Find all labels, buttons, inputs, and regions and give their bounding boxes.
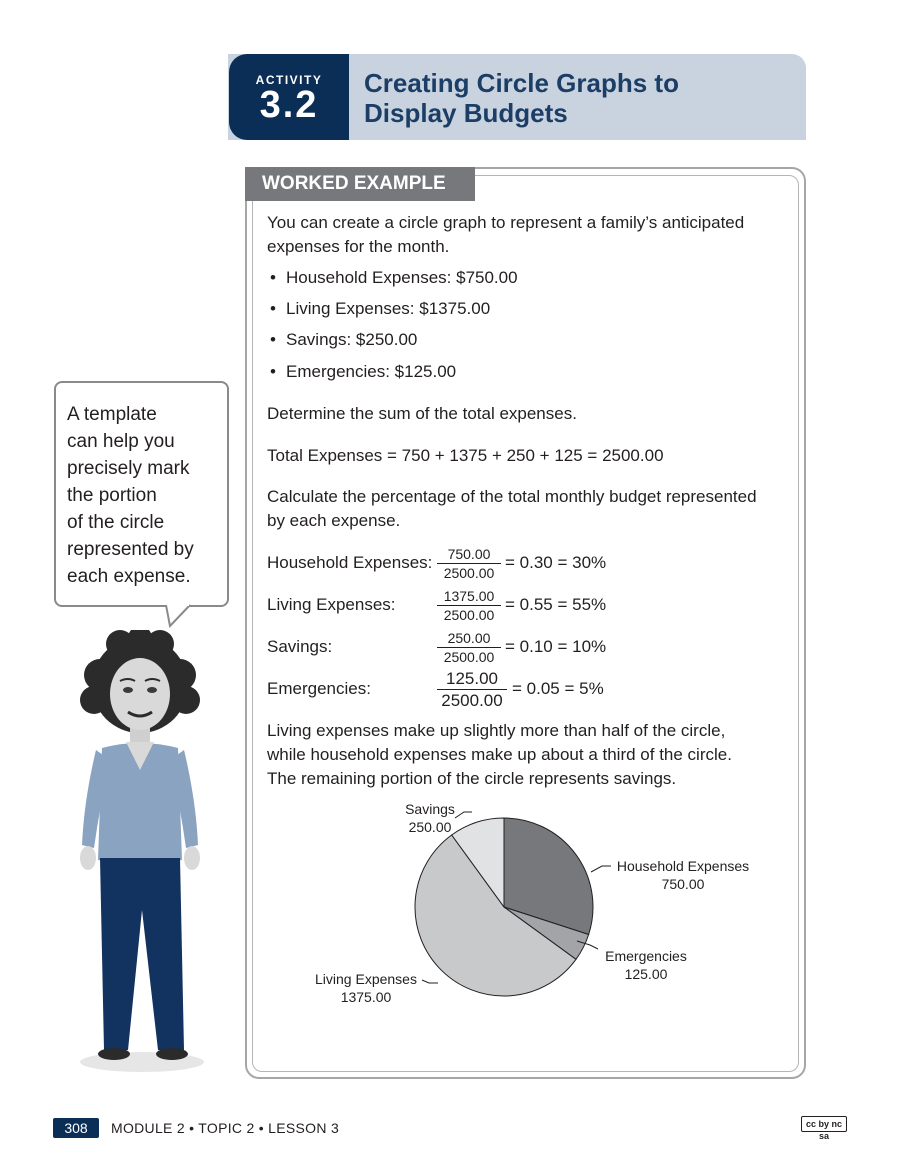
bullet-living: • Living Expenses: $1375.00 [286, 297, 490, 321]
conclusion-line-3: The remaining portion of the circle represents savings. [267, 769, 677, 788]
page-title-line-1: Creating Circle Graphs to [364, 68, 679, 98]
speech-bubble-tail [160, 604, 200, 630]
fraction-denominator: 2500.00 [441, 691, 503, 710]
bubble-line: A template [67, 404, 157, 425]
fraction-numerator: 125.00 [437, 669, 507, 690]
pie-label-living: Living Expenses [315, 971, 417, 987]
pie-value-living: 1375.00 [340, 989, 392, 1005]
activity-label: ACTIVITY [255, 73, 323, 87]
creative-commons-license-icon [801, 1116, 847, 1141]
bubble-line: each expense. [67, 566, 191, 587]
bullet-emergencies: • Emergencies: $125.00 [286, 360, 456, 384]
conclusion-line-2: while household expenses make up about a third of the circle. [267, 745, 732, 764]
bubble-line: represented by [67, 539, 194, 560]
row-household-result: = 0.30 = 30% [505, 553, 607, 572]
speech-bubble-text [67, 401, 227, 590]
step-2-line-2: by each expense. [267, 511, 401, 530]
fraction-denominator: 2500.00 [443, 649, 495, 665]
bubble-line: the portion [67, 485, 157, 506]
pie-value-savings: 250.00 [408, 819, 452, 835]
fraction-denominator: 2500.00 [443, 607, 495, 623]
row-household-label: Household Expenses: [267, 553, 433, 572]
fraction-numerator: 250.00 [437, 630, 501, 648]
bullet-household: • Household Expenses: $750.00 [286, 266, 518, 290]
pie-value-household: 750.00 [661, 876, 705, 892]
bullet-savings: • Savings: $250.00 [286, 328, 417, 352]
bubble-line: can help you [67, 431, 175, 452]
pie-label-emergencies: Emergencies [605, 948, 687, 964]
footer-breadcrumb: MODULE 2 • TOPIC 2 • LESSON 3 [111, 1120, 340, 1136]
activity-number: 3.2 [259, 84, 319, 126]
worked-example-tab: WORKED EXAMPLE [245, 167, 475, 201]
fraction-numerator: 750.00 [437, 546, 501, 564]
row-savings-label: Savings: [267, 637, 333, 656]
total-equation: Total Expenses = 750 + 1375 + 250 + 125 = 2500.00 [267, 446, 664, 465]
row-savings-result: = 0.10 = 10% [505, 637, 607, 656]
step-1-text: Determine the sum of the total expenses. [267, 404, 577, 423]
license-text: cc by nc sa [805, 1119, 843, 1141]
bubble-line: precisely mark [67, 458, 190, 479]
conclusion-line-1: Living expenses make up slightly more than half of the circle, [267, 721, 726, 740]
fraction-denominator: 2500.00 [443, 565, 495, 581]
teacher-character-illustration [70, 630, 210, 1080]
pie-label-household: Household Expenses [616, 858, 750, 874]
fraction-numerator: 1375.00 [437, 588, 501, 606]
row-living-label: Living Expenses: [267, 595, 396, 614]
page-number: 308 [53, 1118, 99, 1138]
step-2-line-1: Calculate the percentage of the total monthly budget represented [267, 487, 757, 506]
row-emergencies-result: = 0.05 = 5% [512, 679, 604, 698]
row-emergencies-label: Emergencies: [267, 679, 371, 698]
intro-line-2: expenses for the month. [267, 237, 450, 256]
row-living-result: = 0.55 = 55% [505, 595, 607, 614]
intro-line-1: You can create a circle graph to represent a family’s anticipated [267, 213, 745, 232]
page-title-line-2: Display Budgets [364, 98, 568, 128]
pie-label-savings: Savings [405, 801, 455, 817]
bubble-line: of the circle [67, 512, 165, 533]
pie-value-emergencies: 125.00 [624, 966, 668, 982]
